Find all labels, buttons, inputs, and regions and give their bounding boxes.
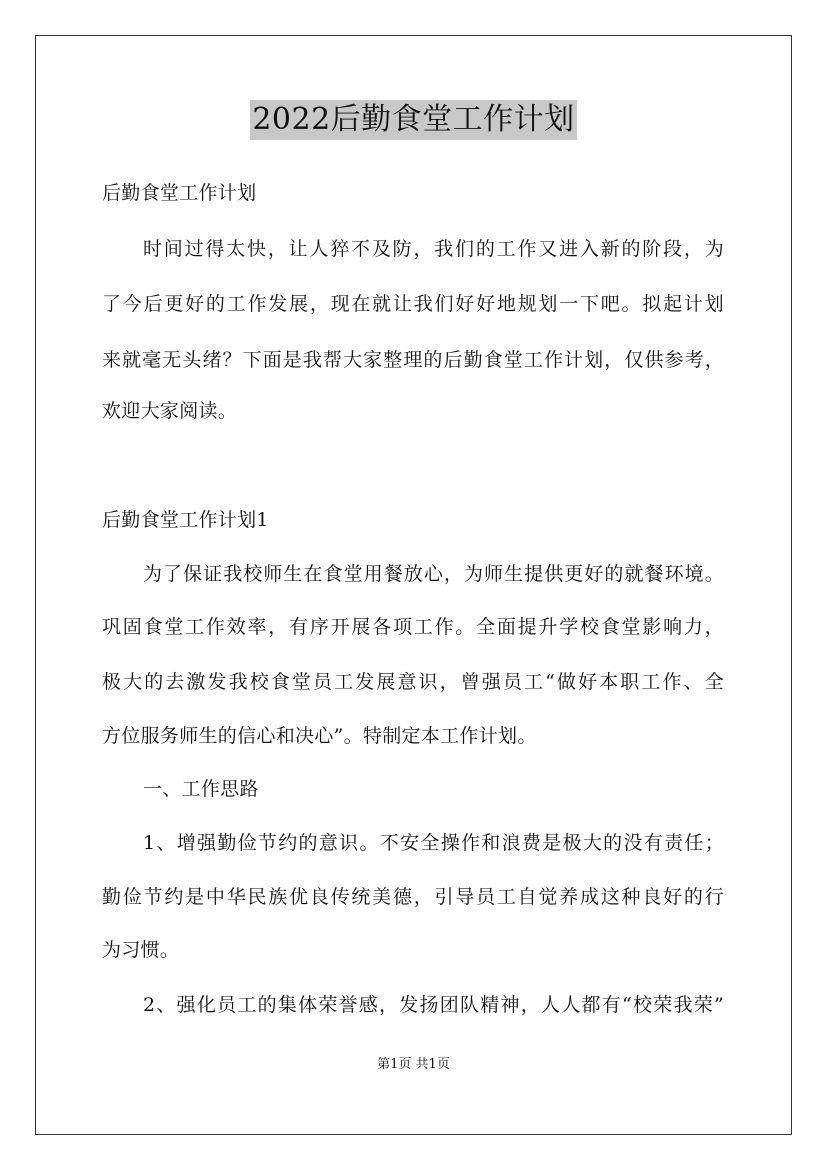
paragraph-line: 极大的去激发我校食堂员工发展意识，曾强员工“做好本职工作、全: [102, 671, 724, 693]
paragraph-line: 方位服务师生的信心和决心”。特制定本工作计划。: [102, 725, 537, 747]
paragraph-line: 勤俭节约是中华民族优良传统美德，引导员工自觉养成这种良好的行: [102, 886, 724, 908]
paragraph-line: 了今后更好的工作发展，现在就让我们好好地规划一下吧。拟起计划: [102, 293, 724, 315]
section-heading: 后勤食堂工作计划1: [102, 509, 269, 531]
paragraph-line: 1、增强勤俭节约的意识。不安全操作和浪费是极大的没有责任；: [143, 832, 724, 854]
paragraph-line: 为了保证我校师生在食堂用餐放心，为师生提供更好的就餐环境。: [143, 563, 724, 585]
paragraph-line: 来就毫无头绪？下面是我帮大家整理的后勤食堂工作计划，仅供参考，: [102, 349, 724, 371]
paragraph-line: 2、强化员工的集体荣誉感，发扬团队精神，人人都有“校荣我荣”: [143, 994, 724, 1016]
paragraph-line: 巩固食堂工作效率，有序开展各项工作。全面提升学校食堂影响力，: [102, 616, 724, 638]
section-heading: 后勤食堂工作计划: [102, 182, 257, 204]
document-title: 2022后勤食堂工作计划: [250, 100, 576, 140]
paragraph-line: 时间过得太快，让人猝不及防，我们的工作又进入新的阶段，为: [143, 238, 724, 260]
page-number-label: 第1页 共1页: [377, 1057, 450, 1072]
paragraph-line: 为习惯。: [102, 939, 180, 961]
title-container: [0, 100, 827, 140]
paragraph-line: 欢迎大家阅读。: [102, 400, 238, 422]
page-footer: [0, 1056, 827, 1074]
subsection-heading: 一、工作思路: [143, 778, 259, 800]
